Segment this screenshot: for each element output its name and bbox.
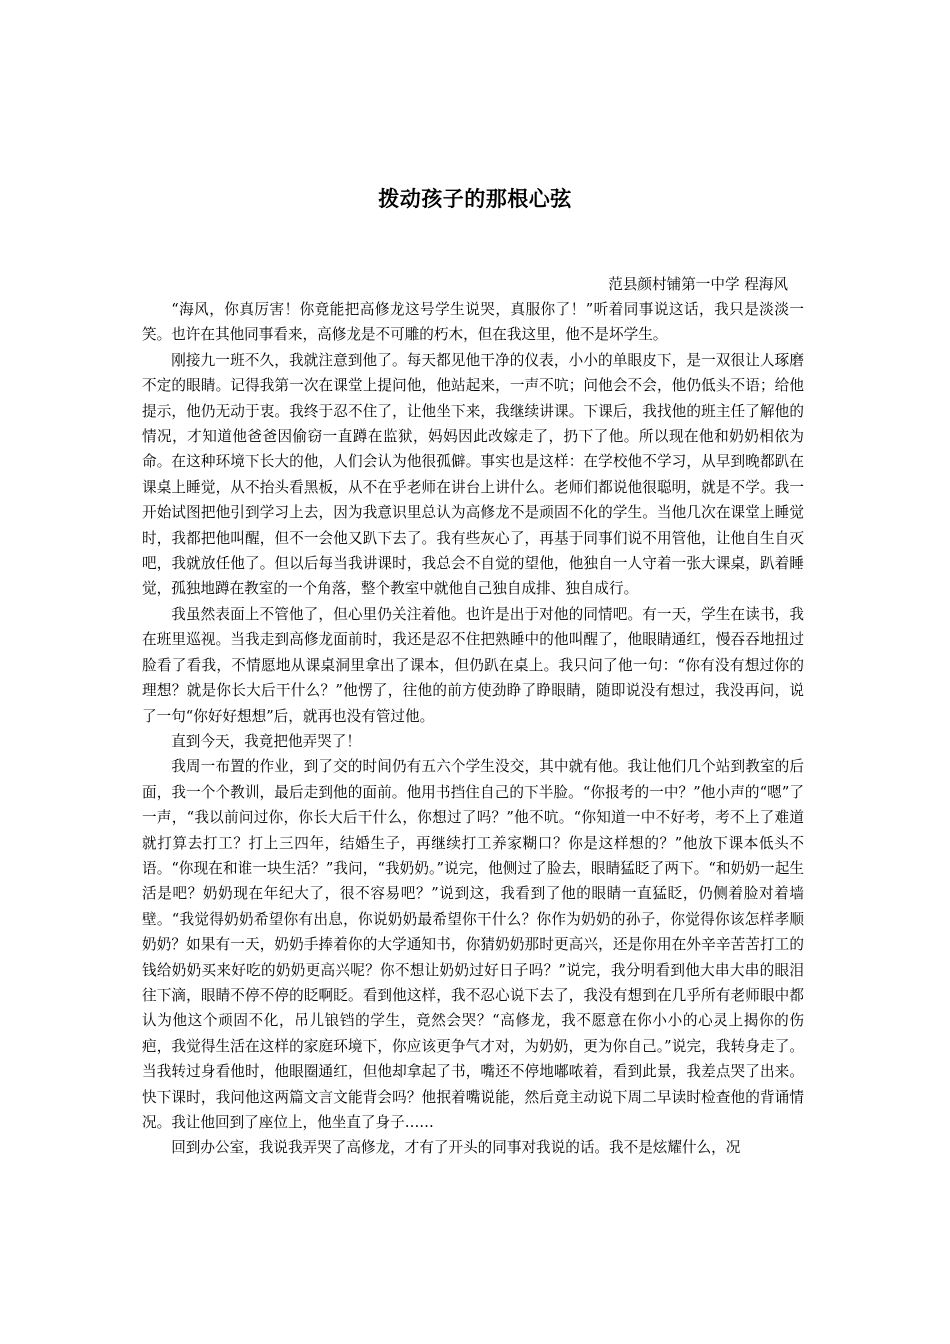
paragraph: 我虽然表面上不管他了，但心里仍关注着他。也许是出于对他的同情吧。有一天，学生在读书，我在班里巡视。当我走到高修龙面前时，我还是忍不住把熟睡中的他叫醒了，他眼睛通红，慢吞吞地扭过脸看了看我，不情愿地从课桌洞里拿出了课本，但仍趴在桌上。我只问了他一句：“你有没有想过你的理想？就是你长大后干什么？”他愣了，往他的前方使劲睁了睁眼睛，随即说没有想过，我没再问，说了一句“你好好想想”后，就再也没有管过他。 <box>142 605 804 725</box>
paragraph: 我周一布置的作业，到了交的时间仍有五六个学生没交，其中就有他。我让他们几个站到教室的后面，我一个个教训，最后走到他的面前。他用书挡住自己的下半脸。“你报考的一中？”他小声的“嗯”了一声，“我以前问过你，你长大后干什么，你想过了吗？”他不吭。“你知道一中不好考，考不上了难道就打算去打工？打上三四年，结婚生子，再继续打工养家糊口？你是这样想的？”他放下课本低头不语。“你现在和谁一块生活？”我问，“我奶奶。”说完，他侧过了脸去，眼睛猛眨了两下。“和奶奶一起生活是吧？奶奶现在年纪大了，很不容易吧？”说到这，我看到了他的眼睛一直猛眨，仍侧着脸对着墙壁。“我觉得奶奶希望你有出息，你说奶奶最希望你干什么？你作为奶奶的孙子，你觉得你该怎样孝顺奶奶？如果有一天，奶奶手捧着你的大学通知书，你猜奶奶那时更高兴，还是你用在外辛辛苦苦打工的钱给奶奶买来好吃的奶奶更高兴呢？你不想让奶奶过好日子吗？”说完，我分明看到他大串大串的眼泪往下滴，眼睛不停不停的眨啊眨。看到他这样，我不忍心说下去了，我没有想到在几乎所有老师眼中都认为他这个顽固不化，吊儿锒铛的学生，竟然会哭？“高修龙，我不愿意在你小小的心灵上揭你的伤疤，我觉得生活在这样的家庭环境下，你应该更争气才对，为奶奶，更为你自己。”说完，我转身走了。当我转过身看他时，他眼圈通红，但他却拿起了书，嘴还不停地嘟哝着，看到此景，我差点哭了出来。快下课时，我问他这两篇文言文能背会吗？他抿着嘴说能，然后竟主动说下周二早读时检查他的背诵情况。我让他回到了座位上，他坐直了身子…… <box>142 758 804 1131</box>
article-body <box>142 297 804 1161</box>
author-line: 范县颜村铺第一中学 程海风 <box>608 276 788 293</box>
paragraph: 回到办公室，我说我弄哭了高修龙，才有了开头的同事对我说的话。我不是炫耀什么，况 <box>171 1139 741 1157</box>
paragraph: 直到今天，我竟把他弄哭了！ <box>171 732 361 750</box>
paragraph: 刚接九一班不久，我就注意到他了。每天都见他干净的仪表，小小的单眼皮下，是一双很让人琢磨不定的眼睛。记得我第一次在课堂上提问他，他站起来，一声不吭；问他会不会，他仍低头不语；给他提示，他仍无动于衷。我终于忍不住了，让他坐下来，我继续讲课。下课后，我找他的班主任了解他的情况，才知道他爸爸因偷窃一直蹲在监狱，妈妈因此改嫁走了，扔下了他。所以现在他和奶奶相依为命。在这种环境下长大的他，人们会认为他很孤僻。事实也是这样：在学校他不学习，从早到晚都趴在课桌上睡觉，从不抬头看黑板，从不在乎老师在讲台上讲什么。老师们都说他很聪明，就是不学。我一开始试图把他引到学习上去，因为我意识里总认为高修龙不是顽固不化的学生。当他几次在课堂上睡觉时，我都把他叫醒，但不一会他又趴下去了。我有些灰心了，再基于同事们说不用管他，让他自生自灭吧，我就放任他了。但以后每当我讲课时，我总会不自觉的望他，他独自一人守着一张大课桌，趴着睡觉，孤独地蹲在教室的一个角落，整个教室中就他自己独自成排、独自成行。 <box>142 351 804 598</box>
page-title: 拨动孩子的那根心弦 <box>378 187 572 211</box>
paragraph: “海风，你真厉害！你竟能把高修龙这号学生说哭，真服你了！”听着同事说这话，我只是淡淡一笑。也许在其他同事看来，高修龙是不可雕的朽木，但在我这里，他不是坏学生。 <box>142 301 804 344</box>
